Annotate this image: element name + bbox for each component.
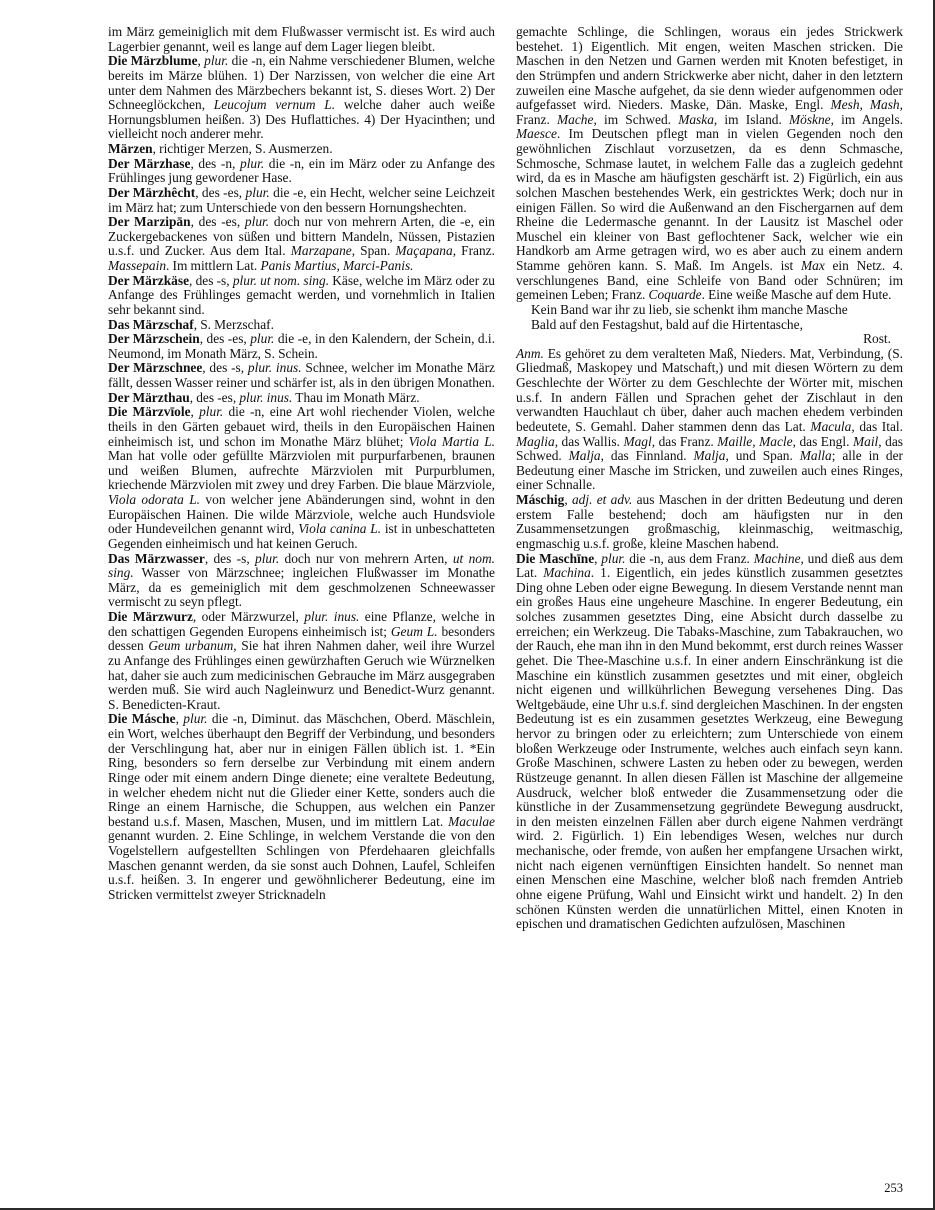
italic-term: plur. <box>245 184 270 200</box>
italic-term: Mache <box>557 111 594 127</box>
headword: Die Märzvīole <box>108 404 191 420</box>
continuation-masche: gemachte Schlinge, die Schlingen, woraus ein jedes Strickwerk bestehet. 1) Eigentlich. Mit engen, weiten Maschen stricken. Die Maschen in den Netzen und Garnen werden mit Knoten befestiget, in den Strümpfen und andern Strickwerke aber nicht, daher in den letztern zuweilen eine Masche aufgehet, da sie denn wieder aufgenommen oder aufgefasset wird. Nieders. Maske, Dän. Maske, Engl. Mesh, Mash, Franz. Mache, im Schwed. Maska, im Island. Möskne, im Angels. Maesce. Im Deutschen pflegt man in vielen Gegenden noch den gewöhnlichen Zischlaut vorzusetzen, da es denn Schmasche, Schmosche, Schmase lautet, in welchem Falle das a zugleich gedehnt wird, da es in Masche am häufigsten geschärft ist. 2) Figürlich, ein aus solchen Maschen bestehendes Werk, ein gestricktes Werk; doch nur in einigen Fällen. So wird die Außenwand an den Fischergarnen auf dem Rheine die Ledermasche genannt. In der Lausitz ist Maschel oder Muschel ein kleiner von Bast geflochtener Sack, welcher wie ein Handkorb am Arme getragen wird, wo es aber auch zu einem andern Stamme gehören kann. S. Maß. Im Angels. ist Max ein Netz. 4. verschlungenes Band, eine Schleife von Band oder Schnüren; im gemeinen Leben; Franz. Coquarde. Eine weiße Masche auf dem Hute. <box>516 24 904 303</box>
italic-term: Malja <box>568 448 601 464</box>
headword: Märzen <box>108 141 153 156</box>
entry-maerzen: Märzen, richtiger Merzen, S. Ausmerzen. <box>108 141 333 156</box>
italic-term: Maska <box>678 111 714 127</box>
entry-maerzschaf: Das Märzschaf, S. Merzschaf. <box>108 316 274 332</box>
entry-masche: Die Másche, plur. die -n, Diminut. das Mäschchen, Oberd. Mäschlein, ein Wort, welches überhaupt den Begriff der Verbindung, und besonders der Verschlingung hat, aber nur in einigen Fällen üblich ist. 1. *Ein Ring, besonders so fern derselbe zur Verbindung mit einem andern Ringe oder mit einem andern Dinge dienete; eine veraltete Bedeutung, in welcher ehedem nicht nut die Glieder einer Kette, sonders auch die Ringe an einem Harnische, die Schuppen, aus welchen ein Panzer bestand u.s.f. Masen, Maschen, Musen, und im mittlern Lat. Maculae genannt wurden. 2. Eine Schlinge, in welchem Verstande die von den Vogelstellern aufgestellten Schlingen von Pferdehaaren gleichfalls Maschen genannt werden, da sie sonst auch Dohnen, Laufel, Schleifen u.s.f. heißen. 3. In engerer und gewöhnlicherer Bedeutung, eine im Stricken vermittelst zweyer Stricknadeln <box>108 711 495 902</box>
italic-term: Coquarde <box>648 287 702 303</box>
italic-term: Panis Martius, Marci-Panis. <box>260 258 414 273</box>
verse-line: Bald auf den Festagshut, bald auf die Hirtentasche, <box>531 316 803 332</box>
entry-maschig: Máschig, adj. et adv. aus Maschen in der dritten Bedeutung und deren erstem Falle bestehend; doch am häufigsten nur in den Zusammensetzungen großmaschig, kleinmaschig, weitmaschig, engmaschig u.s.f. große, kleine Maschen habend. <box>516 492 903 551</box>
verse-quotation <box>516 303 903 347</box>
italic-term: plur. <box>250 331 275 347</box>
headword: Der Märzhase <box>108 155 191 171</box>
italic-term: plur. <box>183 711 208 727</box>
verse-attribution: Rost. <box>863 331 891 347</box>
entry-maerzwasser: Das Märzwasser, des -s, plur. doch nur von mehrern Arten, ut nom. sing. Wasser von Märzschnee; ingleichen Flußwasser im Monathe März, da es gemeiniglich mit dem geschmolzenen Schneewasser vermischt zu seyn pflegt. <box>108 550 495 610</box>
entry-marzipan: Der Marzipān, des -es, plur. doch nur von mehrern Arten, die -e, ein Zuckergebackenes von süßen und bittern Mandeln, Nüssen, Pistazien u.s.f. und Zucker. Aus dem Ital. Marzapane, Span. Maçapana, Franz. Massepain. Im mittlern Lat. Panis Martius, Marci-Panis. <box>108 214 496 273</box>
italic-term: Anm. <box>516 345 544 361</box>
italic-term: plur. ut nom. sing. <box>232 272 330 288</box>
italic-term: Maille, Macle <box>717 433 793 449</box>
headword: Máschig <box>516 492 565 507</box>
headword: Der Märzthau <box>108 389 190 405</box>
headword: Die Märzwurz <box>108 609 193 624</box>
entry-maerzblume: Die Märzblume, plur. die -n, ein Nahme verschiedener Blumen, welche bereits im Märze blühen. 1) Der Narzissen, von welcher die eine Art unter dem Nahmen des Märzbechers bekannt ist, S. dieses Wort. 2) Der Schneeglöckchen, Leucojum vernum L. welche daher auch weiße Hornungsblumen heißen. 3) Des Huflattiches. 4) Der Hyacinthen; und vielleicht noch anderer mehr. <box>108 53 496 142</box>
italic-term: Maçapana <box>395 243 453 259</box>
verse-line: Kein Band war ihr zu lieb, sie schenkt ihm manche Masche <box>531 301 848 317</box>
italic-term: plur. <box>244 214 270 230</box>
entry-maerzhase: Der Märzhase, des -n, plur. die -n, ein im März oder zu Anfange des Frühlinges jung gewordener Hase. <box>108 155 495 186</box>
entry-maerzschnee: Der Märzschnee, des -s, plur. inus. Schnee, welcher im Monathe März fällt, dessen Wasser reiner und schärfer ist, als in den übrigen Monathen. <box>108 360 495 390</box>
headword: Die Másche <box>108 711 176 727</box>
italic-term: Marzapane <box>290 243 352 259</box>
italic-term: Viola Martia L. <box>408 433 496 449</box>
anm-paragraph: Anm. Es gehöret zu dem veralteten Maß, Nieders. Mat, Verbindung, (S. Gliedmaß, Maskopey und Matschaft,) und mit diesen Wörtern zu dem Geschlechte der Wörter zu dem Geschlechte der Wörter mit, mischen u.s.f. In andern Fällen und Sprachen gehet der Zischlaut in den verwandten Hauchlaut ch über, daher auch machen ehedem verbinden bedeutete, S. Gemahl. Daher stammen denn das Lat. Macula, das Ital. Maglia, das Wallis. Magl, das Franz. Maille, Macle, das Engl. Mail, das Schwed. Malja, das Finnland. Malja, und Span. Malla; alle in der Bedeutung einer Masche im Stricken, und zuweilen auch eines Ringes, einer Schnalle. <box>516 345 903 493</box>
headword: Der Märzhêcht <box>108 184 196 200</box>
italic-term: plur. <box>255 550 280 566</box>
headword: Der Märzschnee <box>108 360 203 376</box>
italic-term: Max <box>800 258 825 273</box>
italic-term: Mail <box>852 433 879 449</box>
italic-term: Geum L. <box>390 623 438 639</box>
entry-maerzwurz: Die Märzwurz, oder Märzwurzel, plur. inus. eine Pflanze, welche in den schattigen Gegenden Europens einheimisch ist; Geum L. besonders dessen Geum urbanum, Sie hat ihren Nahmen daher, weil ihre Wurzel zu Anfange des Frühlinges einen gewürzhaften Geruch wie Würznelken hat, daher sie auch zum medicinischen Gebrauche im März ausgegraben werden muß. Sie wird auch Nagleinwurz und Benedict-Wurz genannt. S. Benedicten-Kraut. <box>108 609 495 712</box>
continuation-maerzbier: im März gemeiniglich mit dem Flußwasser vermischt ist. Es wird auch Lagerbier genannt, weil es lange auf dem Lager liegen bleibt. <box>108 24 495 54</box>
headword: Die Maschīne <box>516 550 595 566</box>
left-column <box>108 25 495 932</box>
headword: Die Märzblume <box>108 53 198 69</box>
italic-term: Maculae <box>448 813 495 829</box>
italic-term: Macula <box>810 418 852 434</box>
italic-term: Maesce <box>516 126 557 142</box>
italic-term: Leucojum vernum L. <box>213 97 336 113</box>
italic-term: plur. <box>601 550 626 566</box>
headword: Der Marzipān <box>108 214 191 230</box>
italic-term: Geum urbanum <box>148 638 234 654</box>
italic-term: Malla <box>799 448 832 464</box>
italic-term: Viola odorata L. <box>108 492 201 507</box>
page-number: 253 <box>884 1181 903 1195</box>
italic-term: adj. et adv. <box>571 492 633 507</box>
headword: Das Märzschaf <box>108 316 194 332</box>
entry-maschine: Die Maschīne, plur. die -n, aus dem Franz. Machine, und dieß aus dem Lat. Machina. 1. Eigentlich, ein jedes künstlich zusammen gesetztes Ding ohne Leben oder eigne Bewegung. In diesem Verstande nennt man ein großes Haus eine ungeheure Maschine. In engerer Bedeutung, ein solches zusammen gesetztes Ding, eine Absicht durch dasselbe zu erreichen; ein Werkzeug. Die Tabaks-Maschine, zum Tabakrauchen, wo der Rauch, ehe man ihn in den Mund bekommt, erst durch reines Wasser gehet. Die Thee-Maschine u.s.f. In einer andern Einschränkung ist die Maschine ein künstlich zusammen gesetztes und mit einer, obgleich nicht eigenen und willkührlichen Bewegung versehenes Ding. Das Weltgebäude, eine Uhr u.s.f. sind dergleichen Maschinen. In der engsten Bedeutung ist es ein zusammen gesetztes Werkzeug, eine Bewegung hervor zu bringen oder zu erleichtern; zum Unterschiede von einem bloßen Werkzeuge oder Instrumente, welches auch einfach seyn kann. Große Maschinen, schwere Lasten zu heben oder zu bewegen, werden Rüstzeuge genannt. In allen diesen Fällen ist Maschine der allgemeine Ausdruck, welcher bloß entweder die Zusammensetzung oder die künstliche in der Zusammensetzung gegründete Bewegung ausdruckt, in den meisten einzelnen Fällen aber durch eigene Nahmen verdrängt wird. 2. Figürlich. 1) Ein lebendiges Wesen, welches nur durch mechanische, oder fremde, von außen her empfangene Ursachen wirkt, nicht nach eigenen vernünftigen Einsichten handelt. So nennet man einen Menschen eine Maschine, welcher bloß nach fremden Antrieb ohne eigene Prüfung, Wahl und Einsicht wirkt und handelt. 2) In den schönen Künsten werden die unnatürlichen Mittel, einen Knoten in epischen und dramatischen Gedichten aufzulösen, Maschinen <box>516 550 904 932</box>
italic-term: Möskne <box>788 111 831 127</box>
italic-term: plur. inus. <box>247 360 302 376</box>
italic-term: Malja <box>693 448 726 464</box>
headword: Der Märzkäse <box>108 272 190 288</box>
entry-maerzthau: Der Märzthau, des -es, plur. inus. Thau im Monath März. <box>108 389 420 405</box>
italic-term: Viola canina L. <box>298 521 382 537</box>
italic-term: Machina <box>543 565 591 581</box>
italic-term: Maglia <box>516 433 555 449</box>
headword: Das Märzwasser <box>108 550 205 566</box>
italic-term: plur. <box>240 155 265 171</box>
italic-term: Machine <box>753 550 801 566</box>
headword: Der Märzschein <box>108 331 200 347</box>
entry-maerzviole: Die Märzvīole, plur. die -n, eine Art wohl riechender Violen, welche theils in den Gärten gebauet wird, theils in den Europäischen Hainen einheimisch ist, und schon im Monathe März blühet; Viola Martia L. Man hat volle oder gefüllte Märzviolen mit purpurfarbenen, braunen und weißen Blumen, aufrechte Märzviolen mit Purpurblumen, kriechende Märzviolen mit zwey und drey Farben. Die blaue Märzviole, Viola odorata L. von welcher jene Abänderungen sind, wohnt in den Europäischen Hainen. Die wilde Märzviole, welche auch Hundsviole oder Hundeveilchen genannt wird, Viola canina L. ist in unbeschatteten Gegenden einheimisch und hat keinen Geruch. <box>108 404 496 551</box>
italic-term: plur. inus. <box>304 609 360 624</box>
entry-maerzhecht: Der Märzhêcht, des -es, plur. die -e, ein Hecht, welcher seine Leichzeit im März hat; zum Unterschiede von den bessern Hornungshechten. <box>108 184 495 215</box>
italic-term: plur. <box>204 53 229 69</box>
right-column <box>516 25 903 932</box>
entry-maerzkaese: Der Märzkäse, des -s, plur. ut nom. sing. Käse, welche im März oder zu Anfange des Frühlinges gemacht werden, und vornehmlich in Italien sehr bekannt sind. <box>108 272 496 317</box>
italic-term: Mesh, Mash <box>830 97 900 113</box>
italic-term: ut nom. sing. <box>108 550 495 581</box>
entry-maerzschein: Der Märzschein, des -es, plur. die -e, in den Kalendern, der Schein, d.i. Neumond, im Monath März, S. Schein. <box>108 331 495 361</box>
italic-term: Magl <box>623 433 652 449</box>
italic-term: plur. <box>199 404 224 420</box>
italic-term: Massepain <box>108 258 167 273</box>
italic-term: plur. inus. <box>239 389 293 405</box>
